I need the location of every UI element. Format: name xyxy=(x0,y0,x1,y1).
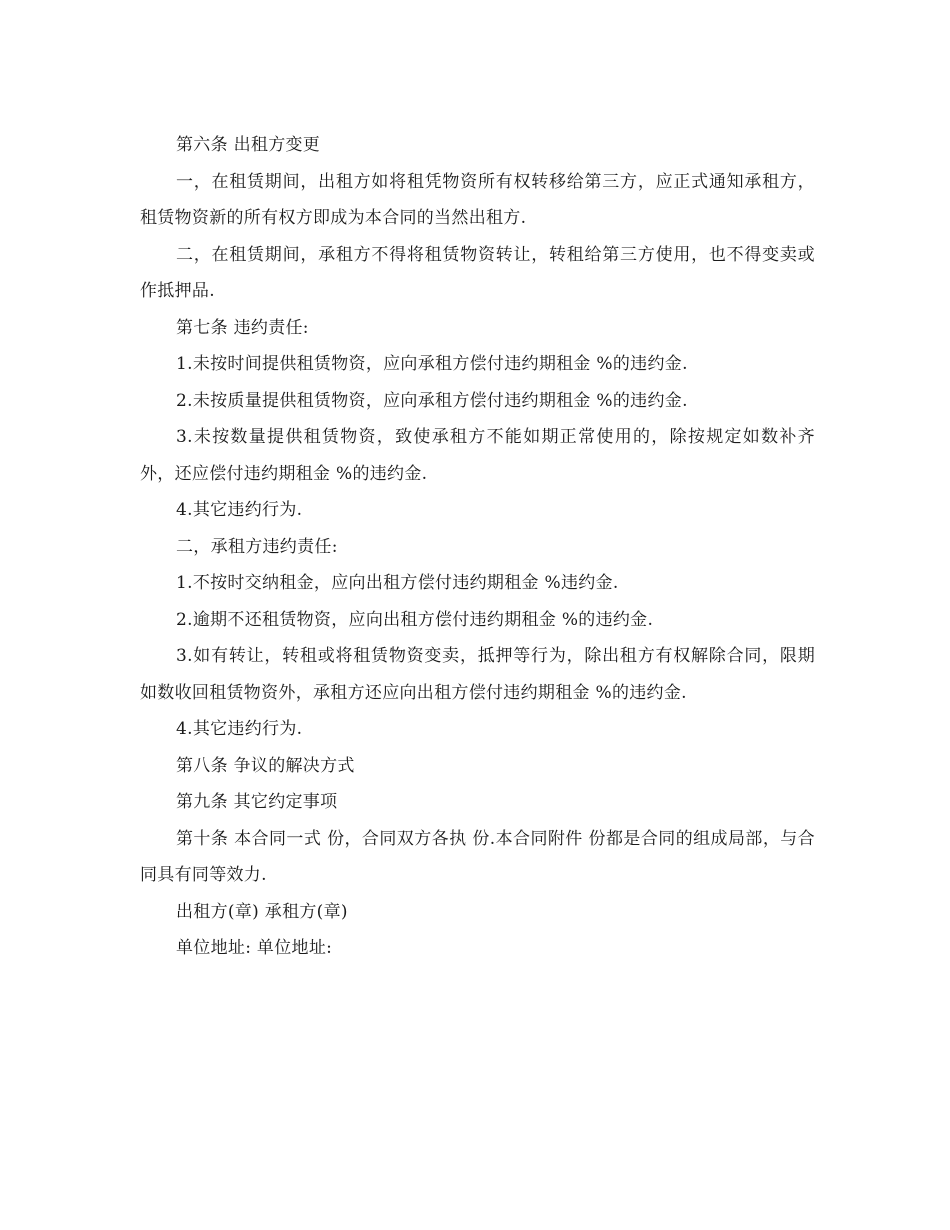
clause-paragraph: 一，在租赁期间，出租方如将租凭物资所有权转移给第三方，应正式通知承租方，租赁物资新的所有权方即成为本合同的当然出租方. xyxy=(140,171,815,228)
section-heading-article-8: 第八条 争议的解决方式 xyxy=(176,755,355,776)
signature-line: 出租方(章) 承租方(章) xyxy=(176,901,348,922)
list-item: 1.未按时间提供租赁物资，应向承租方偿付违约期租金 %的违约金. xyxy=(176,354,688,374)
list-item: 2.逾期不还租赁物资，应向出租方偿付违约期租金 %的违约金. xyxy=(176,609,654,630)
list-item: 3.未按数量提供租赁物资，致使承租方不能如期正常使用的，除按规定如数补齐外，还应偿付违约期租金 %的违约金. xyxy=(140,427,815,484)
list-item: 3.如有转让，转租或将租赁物资变卖，抵押等行为，除出租方有权解除合同，限期如数收回租赁物资外，承租方还应向出租方偿付违约期租金 %的违约金. xyxy=(140,646,815,703)
subsection-heading: 二，承租方违约责任: xyxy=(176,536,338,557)
section-heading-article-10: 第十条 本合同一式 份，合同双方各执 份.本合同附件 份都是合同的组成局部，与合同具有同等效力. xyxy=(140,828,815,885)
list-item: 2.未按质量提供租赁物资，应向承租方偿付违约期租金 %的违约金. xyxy=(176,390,688,411)
list-item: 4.其它违约行为. xyxy=(176,719,303,739)
list-item: 4.其它违约行为. xyxy=(176,500,303,520)
section-heading-article-6: 第六条 出租方变更 xyxy=(176,135,321,155)
document-body xyxy=(140,127,815,967)
section-heading-article-7: 第七条 违约责任: xyxy=(176,317,309,338)
address-line: 单位地址: 单位地址: xyxy=(176,938,333,958)
clause-paragraph: 二，在租赁期间，承租方不得将租赁物资转让，转租给第三方使用，也不得变卖或作抵押品. xyxy=(140,244,815,301)
list-item: 1.不按时交纳租金，应向出租方偿付违约期租金 %违约金. xyxy=(176,573,619,593)
section-heading-article-9: 第九条 其它约定事项 xyxy=(176,792,338,812)
